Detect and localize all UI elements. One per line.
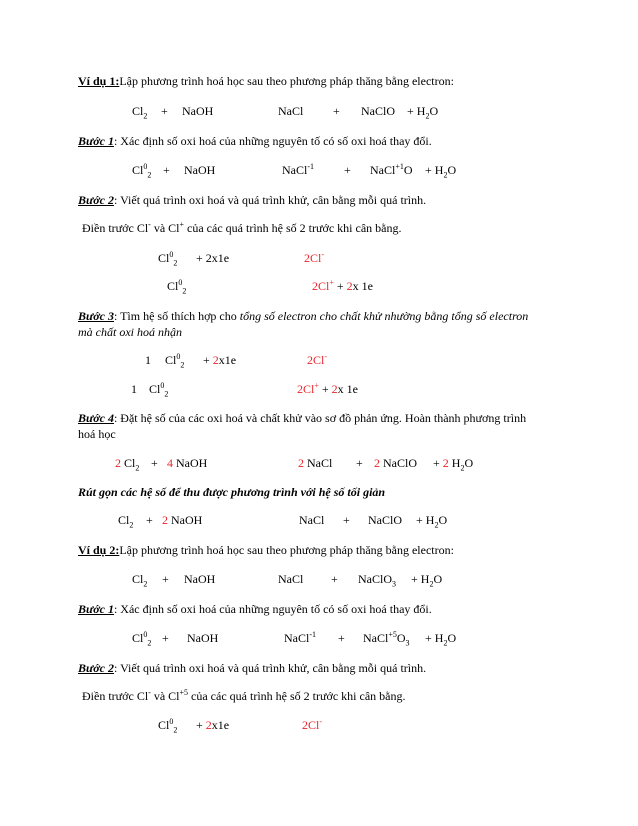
ex2-step-2-line: Bước 2: Viết quá trình oxi hoá và quá trình khử, cân bằng mỗi quá trình. [78,661,427,675]
eq-cl2-ox: $Cl^0_2$ [132,162,152,180]
step-3-line-2: mà chất oxi hoá nhận [78,325,182,339]
eq-cl2: $Cl_2$ [132,104,148,121]
step-2-label: Bước 2 [78,193,114,207]
eq-h2o: + $H_2O$ [425,163,457,180]
step-1-label: Bước 1 [78,134,114,148]
half-product: 2Cl- [304,250,325,265]
example-1-text: Lập phương trình hoá học sau theo phương pháp thăng bằng electron: [119,74,454,88]
eq-naclo3-ox: $NaCl^{+5}O_3$ [363,630,410,648]
half-product: 2Cl+ + 2x 1e [312,278,373,293]
half-electrons: + 2x1e [196,251,230,265]
eq-h2o: + $H_2O$ [425,631,457,648]
eq-cl2: $Cl_2$ [132,572,148,589]
eq-naclo3: NaClO$_3$ [358,572,396,589]
half-cl2: $Cl^0_2$ [167,278,187,296]
eq-h2o: + $H_2O$ [416,513,448,530]
eq-naoh: 4 NaOH [167,456,208,470]
eq-nacl-ox: NaCl$^{-1}$ [282,162,315,177]
eq-plus: + [356,456,363,470]
step-4-label: Bước 4 [78,411,114,425]
example-2-text: Lập phương trình hoá học sau theo phương pháp thăng bằng electron: [119,543,454,557]
example-2-heading-line [78,543,454,557]
eq-plus: + [161,104,168,118]
step-3-line: Bước 3: Tìm hệ số thích hợp cho tổng số electron cho chất khử nhường bằng tổng số electron [78,309,529,323]
ex2-step-1-line: Bước 1: Xác định số oxi hoá của những nguyên tố có số oxi hoá thay đổi. [78,602,432,616]
eq-plus: + [146,513,153,527]
eq-naoh: NaOH [184,163,216,177]
coef: 1 [145,353,151,367]
eq-h2o: + $H_2O$ [407,104,439,121]
eq-nacl: 2 NaCl [298,456,333,470]
half-cl2: $Cl^0_2$ [165,352,185,370]
eq-naoh: NaOH [187,631,219,645]
eq-cl2: 2 $Cl_2$ [115,456,140,473]
eq-naclo: NaClO [361,104,395,118]
eq-plus: + [162,631,169,645]
half-product: 2Cl- [302,717,323,732]
step-1-line [78,134,432,148]
eq-h2o: + 2 $H_2O$ [433,456,474,473]
step-4-line-2: hoá học [78,427,116,441]
step-1-text: : Xác định số oxi hoá của những nguyên tố có số oxi hoá thay đổi. [113,134,432,148]
simplify-line: Rút gọn các hệ số để thu được phương trình với hệ số tối giản [78,485,386,499]
eq-plus: + [333,104,340,118]
eq-plus: + [163,163,170,177]
half-electrons: + 2x1e [203,353,237,367]
eq-plus: + [338,631,345,645]
eq-naclo: NaClO [368,513,402,527]
step-2-text: : Viết quá trình oxi hoá và quá trình khử, cân bằng mỗi quá trình. [113,193,427,207]
eq-plus: + [344,163,351,177]
eq-nacl: NaCl [299,513,325,527]
eq-nacl: NaCl [278,104,304,118]
half-electrons: + 2x1e [196,718,230,732]
eq-cl2-ox: $Cl^0_2$ [132,630,152,648]
step-3-label: Bước 3 [78,309,114,323]
step-4-line: Bước 4: Đặt hệ số của các oxi hoá và chất khử vào sơ đồ phản ứng. Hoàn thành phương trình [78,411,527,425]
example-1-label: Ví dụ 1: [78,74,120,88]
eq-naoh: NaOH [184,572,216,586]
ex2-step-2-note: Điền trước Cl- và $Cl^{+5}$ của các quá trình hệ số 2 trước khi cân bằng. [82,688,406,703]
half-product: 2Cl+ + 2x 1e [297,381,358,396]
eq-plus: + [331,572,338,586]
eq-naclo-ox: NaCl$^{+1}$O [370,162,413,177]
half-cl2: $Cl^0_2$ [149,381,169,399]
eq-plus: + [162,572,169,586]
eq-naclo: 2 NaClO [374,456,417,470]
eq-naoh: 2 NaOH [162,513,203,527]
example-2-label: Ví dụ 2: [78,543,120,557]
example-1-heading-line [78,74,454,88]
step-1-label: Bước 1 [78,602,114,616]
eq-nacl: NaCl [278,572,304,586]
step-2-label: Bước 2 [78,661,114,675]
eq-naoh: NaOH [182,104,214,118]
eq-nacl-ox: NaCl$^{-1}$ [284,630,317,645]
half-product: 2Cl- [307,352,328,367]
eq-plus: + [151,456,158,470]
half-cl2: $Cl^0_2$ [158,717,178,735]
eq-cl2: $Cl_2$ [118,513,134,530]
eq-plus: + [343,513,350,527]
step-2-line [78,193,426,207]
step-2-note: Điền trước Cl- và Cl+ của các quá trình hệ số 2 trước khi cân bằng. [82,220,402,235]
coef: 1 [131,382,137,396]
half-cl2: $Cl^0_2$ [158,250,178,268]
eq-h2o: + $H_2O$ [411,572,443,589]
